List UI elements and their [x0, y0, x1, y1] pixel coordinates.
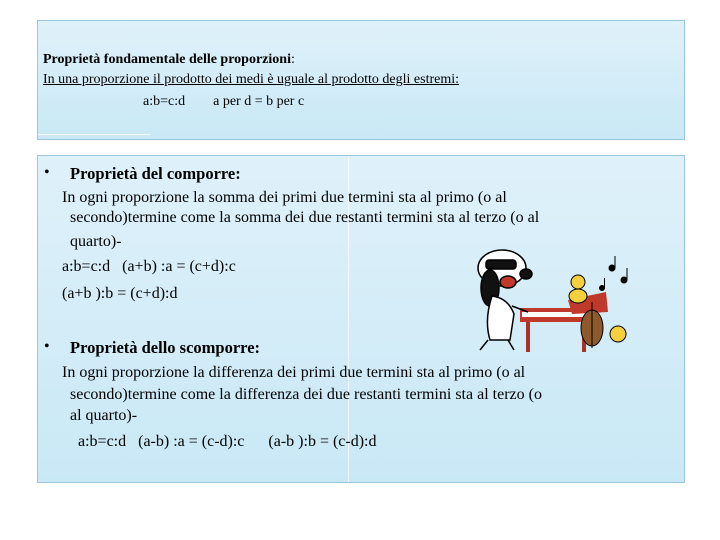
compose-formula: a:b=c:d (a+b) :a = (c+d):c — [62, 258, 236, 275]
compose-text-line: quarto)- — [70, 233, 122, 250]
fundamental-property-title — [43, 53, 295, 67]
decompose-text-line: In ogni proporzione la differenza dei primi due termini sta al primo (o al — [62, 364, 526, 381]
bullet: • — [44, 338, 50, 355]
decompose-property-title: Proprietà dello scomporre: — [70, 338, 261, 357]
compose-text-line: In ogni proporzione la somma dei primi due termini sta al primo (o al — [62, 189, 507, 206]
snoopy-piano-illustration — [442, 240, 642, 360]
bullet: • — [44, 164, 50, 181]
fundamental-property-statement: In una proporzione il prodotto dei medi è uguale al prodotto degli estremi: — [43, 72, 460, 87]
decompose-text-line: al quarto)- — [70, 407, 138, 424]
compose-formula: (a+b ):b = (c+d):d — [62, 285, 178, 302]
compose-text-line: secondo)termine come la somma dei due restanti termini sta al terzo (o al — [70, 209, 540, 226]
compose-property-title: Proprietà del comporre: — [70, 164, 241, 183]
divider — [38, 134, 150, 135]
music-notes-icon — [600, 256, 628, 291]
title-colon: : — [290, 52, 295, 67]
decompose-formula: a:b=c:d (a-b) :a = (c-d):c (a-b ):b = (c-d):d — [78, 433, 377, 450]
title-text: Proprietà fondamentale delle proporzioni — [43, 52, 291, 67]
snoopy-icon — [478, 250, 532, 350]
fundamental-property-formula: a:b=c:d a per d = b per c — [143, 94, 305, 109]
decompose-text-line: secondo)termine come la differenza dei due restanti termini sta al terzo (o — [70, 386, 542, 403]
